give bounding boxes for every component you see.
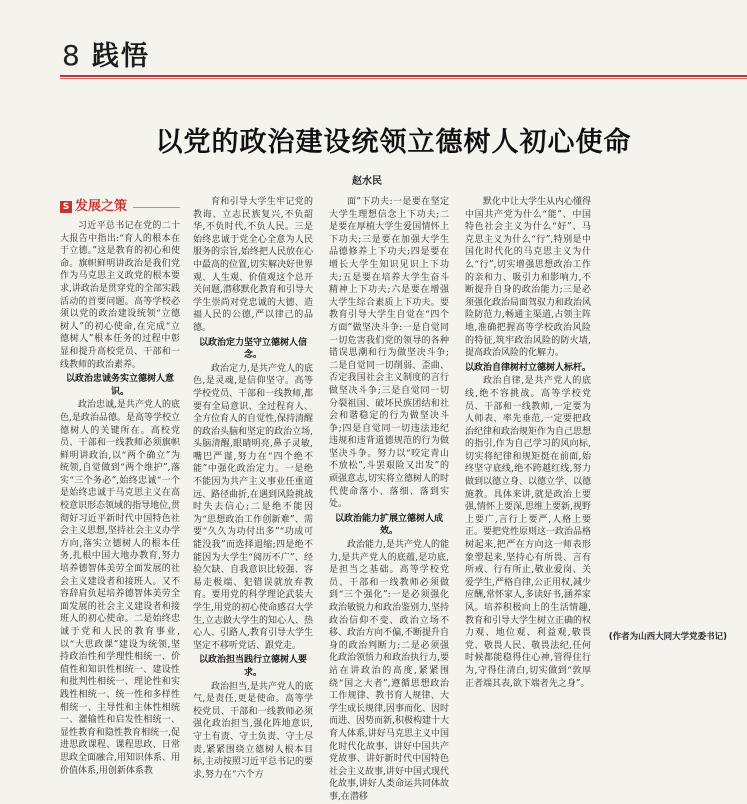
article-column-2 <box>193 196 313 780</box>
article-column-1 <box>60 198 180 776</box>
page-number: 8 <box>62 39 80 72</box>
article-headline: 以党的政治建设统领立德树人初心使命 <box>155 127 632 158</box>
author-signature: (作者为山西大同大学党委书记) <box>608 632 727 642</box>
subheading: 以政治定力坚守立德树人信念。 <box>198 337 307 361</box>
subheading: 以政治自律树村立德树人标杆。 <box>465 362 592 373</box>
article-column-4 <box>465 196 592 689</box>
kicker <box>60 200 180 214</box>
article-author: 赵水民 <box>352 176 382 187</box>
paragraph: 政治能力,是共产党人的能力,是共产党人的底蕴,是功底,是担当之基础。高等学校党员、干部和一线教师必须做到“三个强化”:一是必须强化政治敏锐力和政治鉴别力,坚持政治信仰不变、政治立场不移、政治方向不偏,不断提升自身的政治判断力;二是必须强化政治领悟力和政治执行力,要站在讲政治的高度,紧紧围绕“国之大者”,遵循思想政治工作规律、教书育人规律、大学生成长规律,因事而化、因时而进、因势而新,积极构建十大育人体系,讲好马克思主义中国化时代化故事、讲好中国共产党故事、讲好新时代中国特色社会主义故事,讲好中国式现代化故事,讲好人类命运共同体故事,在潜移 <box>329 540 449 802</box>
section-title: 践悟 <box>91 41 150 72</box>
subheading: 以政治能力扩展立德树人成效。 <box>334 513 443 537</box>
paragraph: 政治担当,是共产党人的底气,是责任,更是使命。高等学校党员、干部和一线教师必须强化政治担当,强化阵地意识,守土有责、守土负责、守土尽责,紧紧围绕立德树人根本目标,主动按照习近平总书记的要求,努力在“六个方 <box>193 681 313 780</box>
paragraph: 面”下功夫:一是要在坚定大学生理想信念上下功夫;二是要在厚植大学生爱国情怀上下功夫;三是要在加强大学生品德修养上下功夫;四是要在增长大学生知识见识上下功夫;五是要在培养大学生奋斗精神上下功夫;六是要在增强大学生综合素质上下功夫。要教育引导大学生自觉在“四个方面”做坚决斗争:一是自觉同一切危害我们党的领导的各种错误思潮和行为做坚决斗争;二是自觉同一切削弱、歪曲、否定我国社会主义制度的言行做坚决斗争;三是自觉同一切分裂祖国、破坏民族团结和社会和谐稳定的行为做坚决斗争;四是自觉同一切违法违纪违规和违背道德规范的行为做坚决斗争。努力以“咬定青山不放松”,斗罢艰险又出发”的顽强意志,切实将立德树人的时代使命落小、落细、落到实处。 <box>329 197 449 510</box>
kicker-label: 发展之策 <box>75 198 128 214</box>
page-header <box>62 34 150 74</box>
paragraph: 政治忠诚,是共产党人的底色,是政治品德。是高等学校立德树人的关键所在。高校党员、干部和一线教师必须旗帜鲜明讲政治,以“两个确立”为统领,自觉做到“两个维护”,落实“三个务必”,始终忠诚“一个是始终忠诚于马克思主义在高校意识形态领域的指导地位,贯彻好习近平新时代中国特色社会主义思想,坚持社会主义办学方向,落实立德树人的根本任务,扎根中国大地办教育,努力培养德智体美劳全面发展的社会主义建设者和接班人。又不容辞肩负起培养德智体美劳全面发展的社会主义建设者和接班人的初心使命。二是始终忠诚于党和人民的教育事业,以“大思政课”建设为统领,坚持政治性和学理性相统一、价值性和知识性相统一、建设性和批判性相统一、理论性和实践性相统一、统一性和多样性相统一、主导性和主体性相统一、灌输性和启发性相统一、显性教育和隐性教育相统一,促进思政课程、课程思政、日常思政全面融合,用知识体系、用价值体系,用创新体系教 <box>60 400 180 776</box>
paragraph: 政治自律,是共产党人的底线,绝不容挑战。高等学校党员、干部和一线教师,一定要为人师表、率先垂范,一定要把政治纪律和政治规矩作为自己思想的指引,作为自己学习的风向标,切实将纪律和规矩挺在前面,始终坚守底线,绝不跨越红线,努力做到以德立身、以德立学、以德施教。具体来讲,就是政治上要强,情怀上要深,思维上要新,视野上要广,言行上要严,人格上要正。要把党性原则这一政治品格树起来,把严在方向这一师表形象塑起来,坚持心有所畏、言有所戒、行有所止,敬业爱岗、关爱学生,严格自律,公正用权,减少应酬,常怀家人,多读好书,涵养家风。培养积极向上的生活情趣,教育和引导大学生树立正确的权力观、地位观、利益观,敬畏党、敬畏人民、敬畏法纪,任何时候都能稳得住心神,管得住行为,守得住清白,切实做到“敦厚正者端其表,欲下端者先之身”。 <box>465 376 592 689</box>
subheading: 以政治忠诚务实立德树人意识。 <box>65 374 174 397</box>
kicker-badge-icon: S <box>60 201 72 213</box>
paragraph: 育和引导大学生牢记党的教诲、立志民族复兴,不负韶华,不负时代,不负人民。三是始终忠诚于党全心全意为人民服务的宗旨,始终把人民放在心中最高的位置,切实解决好世界观、人生观、价值观这个总开关问题,潜移默化教育和引导大学生崇尚对党忠诚的大德、造福人民的公德,严以律己的品德。 <box>193 197 313 333</box>
header-rule-thin <box>60 78 747 79</box>
subheading: 以政治担当践行立德树人要求。 <box>198 655 307 678</box>
paragraph: 习近平总书记在党的二十大报告中指出:“育人的根本在于立德。”这是教育的初心和使命。旗帜鲜明讲政治是我们党作为马克思主义政党的根本要求,讲政治是贯穿党的全部实践活动的首要问题。高等学校必须以党的政治建设统领“立德树人”的初心使命,在完成“立德树人”根本任务的过程中彰显和提升高校党员、干部和一线教师的政治素养。 <box>60 221 180 370</box>
kicker-rule <box>133 207 180 208</box>
paragraph: 政治定力,是共产党人的底色,是灵魂,是信仰坚守。高等学校党员、干部和一线教师,都要有全局意识、全过程育人、全方位育人的自觉性,保持清醒的政治头脑和坚定的政治立场,头脑清醒,眼睛明亮,鼻子灵敏,嘴巴严谨,努力在“四个绝不能”中强化政治定力。一是绝不能因为共产主义事业任重道远、路径曲折,在遇到风险挑战时失去信心;二是绝不能因为“思想政治工作创新难”、需要“久久为功付出多”“功成可能没我”而选择退缩;四是绝不能因为大学生“阅历不广”、经验欠缺、自我意识比较强、容易走极端、犯错误就放弃教育。要用党的科学理论武装大学生,用党的初心使命感召大学生,立志做大学生的知心人、热心人、引路人,教育引导大学生坚定不移听党话、跟党走。 <box>193 363 313 651</box>
article-column-3 <box>329 196 449 802</box>
header-rule <box>60 75 747 77</box>
paragraph: 默化中让大学生从内心懂得中国共产党为什么“能”、中国特色社会主义为什么“好”、马克思主义为什么“行”,特别是中国化时代化的马克思主义为什么“行”,切实增强思想政治工作的亲和力、吸引力和影响力,不断提升自身的政治能力;三是必须强化政治局面驾驭力和政治风险防范力,畅通主渠道,占领主阵地,准确把握高等学校政治风险的特征,筑牢政治风险的防火墙,提高政治风险的化解力。 <box>465 197 592 359</box>
